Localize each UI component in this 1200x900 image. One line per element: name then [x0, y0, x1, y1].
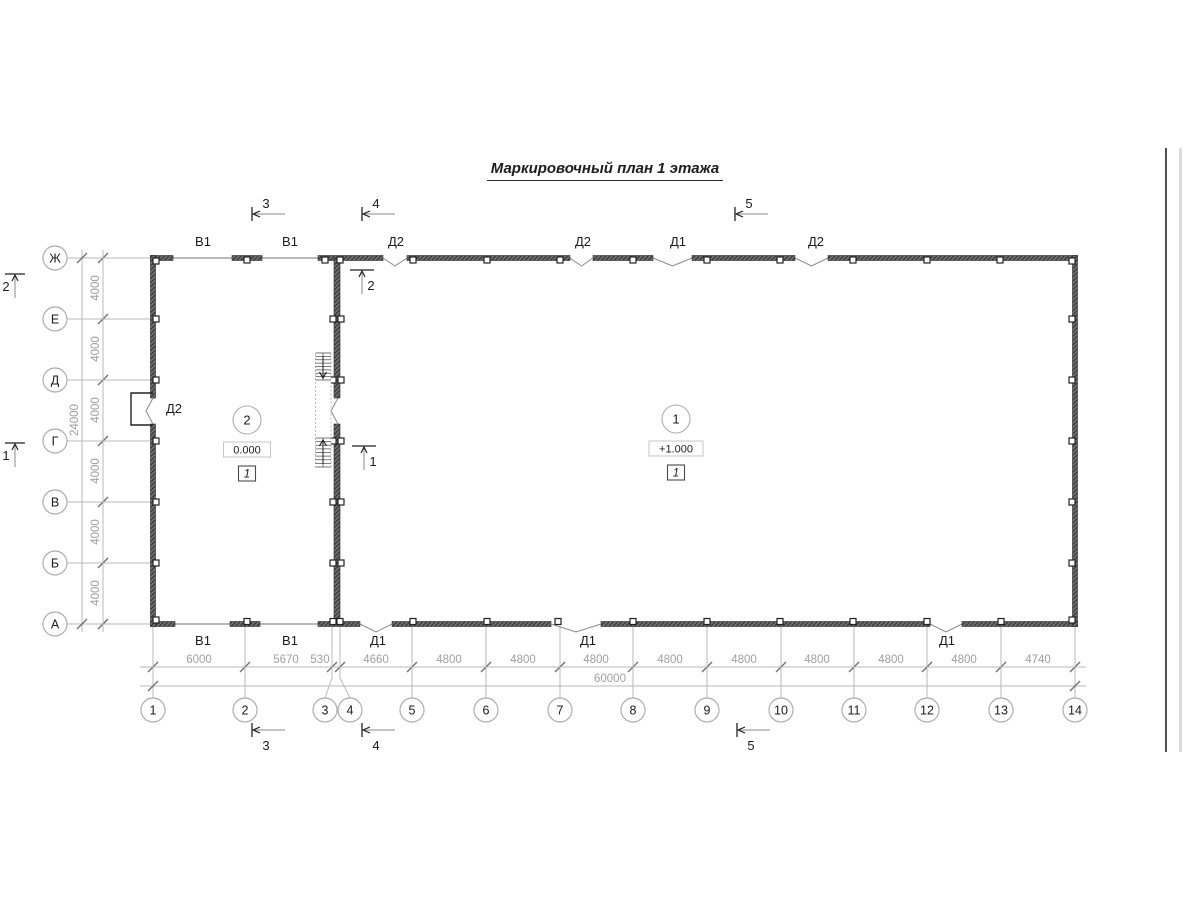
col-dim-text: 4800 [436, 654, 462, 666]
door-break-bottom [360, 624, 392, 632]
column-marker-top [244, 257, 250, 263]
column-marker-bottom [410, 619, 416, 625]
column-marker-bottom [484, 619, 490, 625]
column-marker-bottom [555, 619, 561, 625]
elevation-value: 0.000 [233, 444, 261, 457]
col-dim-text: 4800 [878, 654, 904, 666]
row-axis-А-label: А [50, 617, 60, 632]
wall-top [828, 256, 1078, 261]
door-break-top [795, 258, 828, 266]
opening-label-top: Д2 [387, 234, 405, 249]
column-marker-left [153, 377, 159, 383]
col-dim-text: 6000 [186, 654, 212, 666]
row-axis-Ж-label: Ж [49, 251, 61, 266]
column-marker-inner [330, 499, 336, 505]
column-marker-inner [330, 316, 336, 322]
col-dim-text: 530 [310, 654, 330, 666]
column-marker-corner [1069, 258, 1075, 264]
section-marker-bottom-3-label: 3 [262, 738, 270, 753]
col-axis-8-label: 8 [629, 703, 637, 718]
opening-label-bottom: В1 [282, 633, 298, 648]
column-marker-top [484, 257, 490, 263]
section-marker-bottom-5-label: 5 [747, 738, 755, 753]
wall-bottom [962, 622, 1078, 627]
column-marker-top [337, 257, 343, 263]
col-axis-5-label: 5 [408, 703, 416, 718]
column-marker-right [1069, 499, 1075, 505]
room-number: 1 [672, 411, 680, 427]
section-marker-top-5-label: 5 [745, 196, 753, 211]
col-dim-text: 5670 [273, 654, 299, 666]
wall-inner [334, 424, 340, 624]
row-dim-text: 4000 [90, 458, 102, 484]
row-dim-text: 4000 [90, 519, 102, 545]
column-marker-top [410, 257, 416, 263]
wall-top [593, 256, 653, 261]
row-axis-Г-label: Г [51, 434, 59, 449]
row-dim-text: 4000 [90, 275, 102, 301]
col-axis-2-label: 2 [241, 703, 249, 718]
opening-label-top: В1 [195, 234, 211, 249]
col-dim-text: 4800 [804, 654, 830, 666]
column-marker-top [322, 257, 328, 263]
col-axis-11-label: 11 [847, 703, 861, 718]
room-number: 2 [243, 412, 251, 428]
col-axis-13-label: 13 [994, 703, 1008, 718]
col-axis-1-label: 1 [149, 703, 157, 718]
col-dim-text: 4800 [731, 654, 757, 666]
column-marker-bottom [998, 619, 1004, 625]
column-marker-bottom [630, 619, 636, 625]
column-marker-inner [338, 316, 344, 322]
section-marker-bottom-4-label: 4 [372, 738, 380, 753]
opening-label-top: Д2 [574, 234, 592, 249]
row-total-dim-text: 24000 [69, 404, 81, 436]
door-break-bottom [930, 624, 962, 632]
column-marker-inner [330, 560, 336, 566]
column-marker-left [153, 316, 159, 322]
column-marker-top [924, 257, 930, 263]
col-dim-text: 4740 [1025, 654, 1051, 666]
door-break-left [146, 398, 153, 424]
opening-label-bottom: Д1 [369, 633, 387, 648]
column-marker-bottom [777, 619, 783, 625]
row-axis-Д-label: Д [50, 373, 60, 388]
elevation-value: +1.000 [659, 443, 693, 456]
door-break-inner [331, 398, 338, 424]
section-marker-top-3-label: 3 [262, 196, 270, 211]
column-marker-inner [338, 377, 344, 383]
column-marker-top [704, 257, 710, 263]
plan-title-text: Маркировочный план 1 этажа [487, 160, 723, 181]
column-marker-bottom [244, 619, 250, 625]
opening-label-top: Д1 [669, 234, 687, 249]
column-marker-bottom [704, 619, 710, 625]
column-marker-right [1069, 377, 1075, 383]
column-marker-inner [338, 560, 344, 566]
col-axis-7-label: 7 [556, 703, 564, 718]
col-axis-12-label: 12 [920, 703, 934, 718]
row-axis-Е-label: Е [50, 312, 60, 327]
col-axis-3-label: 3 [321, 703, 329, 718]
opening-label-bottom: В1 [195, 633, 211, 648]
column-marker-bottom [850, 619, 856, 625]
column-marker-bottom [924, 619, 930, 625]
row-axis-Б-label: Б [50, 556, 60, 571]
column-marker-top [997, 257, 1003, 263]
col-axis-6-label: 6 [482, 703, 490, 718]
column-marker-bottom [337, 619, 343, 625]
row-dim-text: 4000 [90, 397, 102, 423]
section-marker-left-1-label: 1 [2, 448, 10, 463]
wall-bottom [601, 622, 930, 627]
col-total-dim-text: 60000 [594, 673, 626, 685]
col-dim-text: 4800 [951, 654, 977, 666]
opening-label-bottom: Д1 [579, 633, 597, 648]
door-break-bottom [551, 624, 601, 632]
room-type-number: 1 [672, 467, 680, 480]
section-marker-left-2-label: 2 [2, 279, 10, 294]
door-break-top [383, 258, 407, 266]
column-marker-inner [338, 499, 344, 505]
column-marker-top [850, 257, 856, 263]
column-marker-right [1069, 316, 1075, 322]
column-marker-corner [153, 258, 159, 264]
column-marker-right [1069, 560, 1075, 566]
section-marker-inner-2-label: 2 [367, 278, 375, 293]
col-axis-9-label: 9 [703, 703, 711, 718]
opening-label-top: В1 [282, 234, 298, 249]
col-dim-text: 4660 [363, 654, 389, 666]
opening-label-top: Д2 [807, 234, 825, 249]
column-marker-corner [1069, 617, 1075, 623]
column-marker-left [153, 560, 159, 566]
sheet-frame-outer-line [1179, 148, 1182, 752]
wall-left [151, 424, 156, 627]
col-axis-4-label: 4 [346, 703, 354, 718]
opening-label-bottom: Д1 [938, 633, 956, 648]
column-marker-left [153, 438, 159, 444]
col-dim-text: 4800 [657, 654, 683, 666]
row-axis-В-label: В [50, 495, 60, 510]
plan-graphics [2, 196, 1087, 753]
column-marker-inner [338, 438, 344, 444]
door-break-top [653, 258, 692, 266]
porch-outline [131, 393, 153, 425]
column-marker-right [1069, 438, 1075, 444]
sheet-frame-inner-line [1165, 148, 1167, 752]
column-marker-top [777, 257, 783, 263]
col-axis-10-label: 10 [774, 703, 788, 718]
column-marker-top [630, 257, 636, 263]
row-dim-text: 4000 [90, 580, 102, 606]
opening-label-left: Д2 [165, 401, 183, 416]
col-axis-14-label: 14 [1068, 703, 1082, 718]
section-marker-inner-1-label: 1 [369, 454, 377, 469]
col-dim-text: 4800 [583, 654, 609, 666]
column-marker-left [153, 499, 159, 505]
section-marker-top-4-label: 4 [372, 196, 380, 211]
col-dim-text: 4800 [510, 654, 536, 666]
column-marker-top [557, 257, 563, 263]
row-dim-text: 4000 [90, 336, 102, 362]
door-break-top [570, 258, 593, 266]
column-marker-corner [153, 617, 159, 623]
room-type-number: 1 [243, 468, 251, 481]
column-marker-bottom [330, 619, 336, 625]
